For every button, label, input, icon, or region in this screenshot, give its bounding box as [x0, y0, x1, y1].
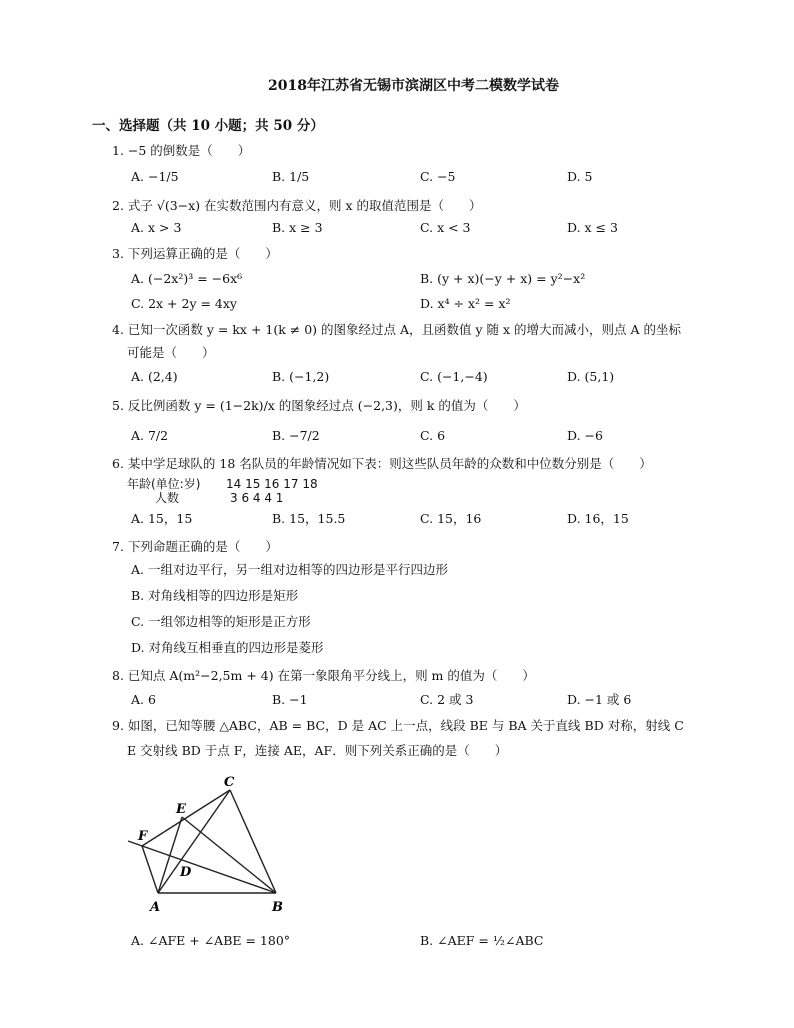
question-3-option-c: C. 2x + 2y = 4xy: [131, 296, 237, 311]
ray-ce: [142, 790, 230, 846]
age-table-count-values: 3 6 4 4 1: [230, 491, 284, 505]
question-4-option-b: B. (−1,2): [272, 369, 330, 384]
question-8-option-c: C. 2 或 3: [420, 692, 474, 707]
question-6-option-c: C. 15，16: [420, 511, 482, 526]
question-5-stem: 5. 反比例函数 y = (1−2k)/x 的图象经过点 (−2,3)，则 k 的值为（ ）: [112, 398, 526, 413]
ray-bd: [128, 841, 276, 893]
age-table-count-label: 人数: [155, 491, 180, 505]
question-4-option-d: D. (5,1): [567, 369, 615, 384]
segment-bc: [230, 790, 276, 893]
section-heading: 一、选择题（共 10 小题；共 50 分）: [92, 118, 324, 134]
question-1-option-d: D. 5: [567, 169, 593, 184]
point-f-label: F: [138, 829, 148, 844]
question-7-option-b: B. 对角线相等的四边形是矩形: [131, 588, 299, 603]
question-4-option-a: A. (2,4): [131, 369, 178, 384]
question-4-option-c: C. (−1,−4): [420, 369, 488, 384]
question-5-option-d: D. −6: [567, 428, 603, 443]
question-3-option-d: D. x⁴ ÷ x² = x²: [420, 296, 511, 311]
question-3-stem: 3. 下列运算正确的是（ ）: [112, 246, 278, 261]
question-6-option-a: A. 15，15: [131, 511, 193, 526]
question-7-option-a: A. 一组对边平行，另一组对边相等的四边形是平行四边形: [131, 562, 448, 577]
question-4-stem-line-2: 可能是（ ）: [127, 345, 215, 360]
segment-af: [142, 846, 158, 893]
question-4-stem-line-1: 4. 已知一次函数 y = kx + 1(k ≠ 0) 的图象经过点 A，且函数值 y 随 x 的增大而减小，则点 A 的坐标: [112, 322, 682, 337]
segment-be: [182, 817, 276, 893]
question-8-option-b: B. −1: [272, 692, 308, 707]
question-3-option-a: A. (−2x²)³ = −6x⁶: [131, 271, 243, 286]
question-6-stem: 6. 某中学足球队的 18 名队员的年龄情况如下表：则这些队员年龄的众数和中位数分别是（ ）: [112, 456, 652, 471]
question-5-option-c: C. 6: [420, 428, 446, 443]
question-1-option-a: A. −1/5: [131, 169, 179, 184]
question-2-option-c: C. x < 3: [420, 220, 471, 235]
age-table-header-label: 年龄(单位:岁): [127, 477, 201, 491]
question-8-stem: 8. 已知点 A(m²−2,5m + 4) 在第一象限角平分线上，则 m 的值为（ ）: [112, 668, 535, 683]
point-c-label: C: [224, 775, 235, 790]
question-8-option-d: D. −1 或 6: [567, 692, 632, 707]
question-1-option-b: B. 1/5: [272, 169, 310, 184]
question-2-option-b: B. x ≥ 3: [272, 220, 323, 235]
question-5-option-a: A. 7/2: [131, 428, 169, 443]
question-2-stem: 2. 式子 √(3−x) 在实数范围内有意义，则 x 的取值范围是（ ）: [112, 198, 482, 213]
question-9-stem-line-2: E 交射线 BD 于点 F，连接 AE，AF．则下列关系正确的是（ ）: [127, 743, 508, 758]
segment-ac: [158, 790, 230, 893]
question-5-option-b: B. −7/2: [272, 428, 320, 443]
point-e-label: E: [176, 802, 186, 817]
question-6-option-b: B. 15，15.5: [272, 511, 346, 526]
point-a-label: A: [150, 900, 161, 915]
question-3-option-b: B. (y + x)(−y + x) = y²−x²: [420, 271, 586, 286]
question-1-stem: 1. −5 的倒数是（ ）: [112, 143, 251, 158]
question-1-option-c: C. −5: [420, 169, 456, 184]
page-title: 2018年江苏省无锡市滨湖区中考二模数学试卷: [268, 78, 559, 94]
question-2-option-a: A. x > 3: [131, 220, 182, 235]
question-6-option-d: D. 16，15: [567, 511, 629, 526]
question-9-option-a: A. ∠AFE + ∠ABE = 180°: [131, 933, 291, 948]
point-d-label: D: [180, 865, 192, 880]
age-table-header-values: 14 15 16 17 18: [226, 477, 318, 491]
question-2-option-d: D. x ≤ 3: [567, 220, 618, 235]
question-9-option-b: B. ∠AEF = ½∠ABC: [420, 933, 544, 948]
question-8-option-a: A. 6: [131, 692, 156, 707]
question-7-stem: 7. 下列命题正确的是（ ）: [112, 539, 278, 554]
question-9-stem-line-1: 9. 如图，已知等腰 △ABC，AB = BC，D 是 AC 上一点，线段 BE 与 BA 关于直线 BD 对称，射线 C: [112, 718, 684, 733]
question-7-option-c: C. 一组邻边相等的矩形是正方形: [131, 614, 311, 629]
point-b-label: B: [272, 900, 283, 915]
question-7-option-d: D. 对角线互相垂直的四边形是菱形: [131, 640, 324, 655]
